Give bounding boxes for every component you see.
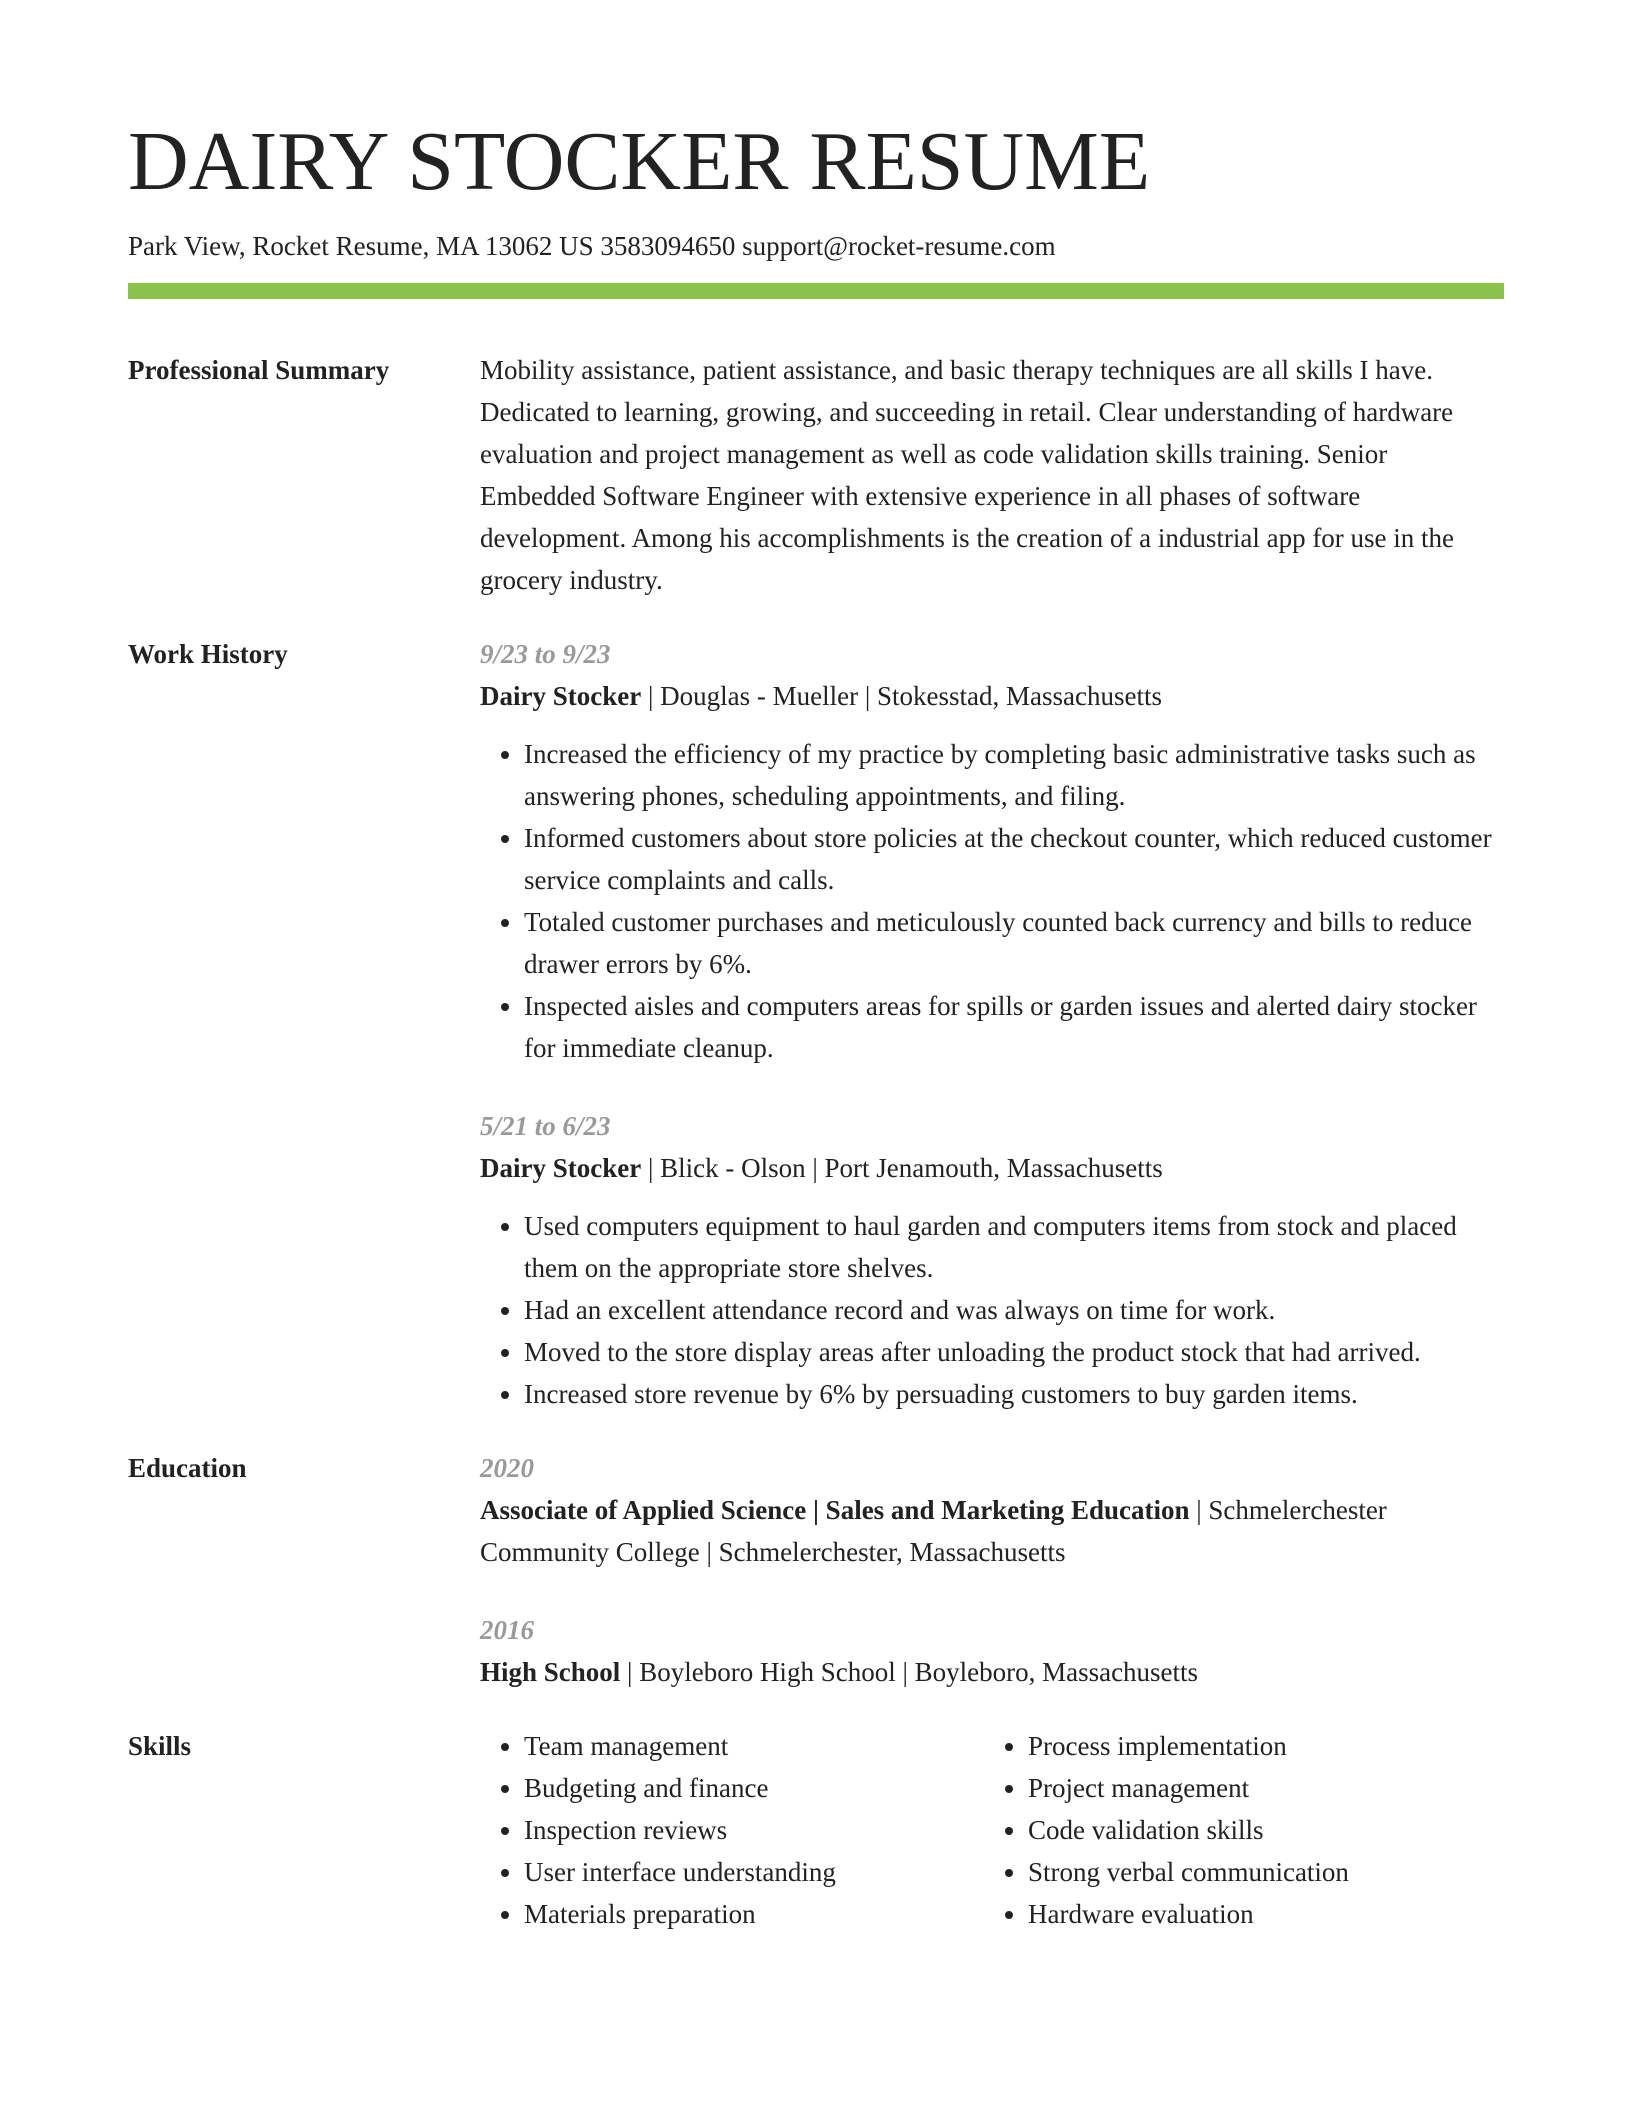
education-details: | Schmelerchester Community College | Schmelerchester, Massachusetts — [480, 1495, 1387, 1568]
job-bullets — [480, 1205, 1504, 1415]
list-item: • Strong verbal communication — [1028, 1851, 1488, 1893]
list-item: • Inspection reviews — [524, 1809, 984, 1851]
job-date: 9/23 to 9/23 — [480, 639, 611, 670]
skills-list-right — [984, 1725, 1488, 1935]
skills-section — [128, 1725, 1504, 1935]
skills-grid — [480, 1725, 1504, 1935]
list-item: • Had an excellent attendance record and was always on time for work. — [524, 1289, 1504, 1331]
list-item: • User interface understanding — [524, 1851, 984, 1893]
list-item: • Increased the efficiency of my practice by completing basic administrative tasks such as answering phones, scheduling appointments, and filing. — [524, 733, 1504, 817]
job-role-line — [480, 1147, 1504, 1189]
education-line — [480, 1489, 1504, 1573]
list-item: • Team management — [524, 1725, 984, 1767]
education-details: | Boyleboro High School | Boyleboro, Massachusetts — [620, 1657, 1199, 1688]
job-role-line — [480, 675, 1504, 717]
job-title: Dairy Stocker — [480, 681, 642, 712]
section-label-work: Work History — [128, 639, 288, 670]
job-details: | Blick - Olson | Port Jenamouth, Massachusetts — [641, 1153, 1163, 1184]
job-entry — [480, 633, 1504, 1069]
list-item: • Moved to the store display areas after unloading the product stock that had arrived. — [524, 1331, 1504, 1373]
education-degree: Associate of Applied Science | Sales and Marketing Education — [480, 1495, 1190, 1526]
list-item: • Totaled customer purchases and meticulously counted back currency and bills to reduce drawer errors by 6%. — [524, 901, 1504, 985]
contact-line: Park View, Rocket Resume, MA 13062 US 3583094650 support@rocket-resume.com — [128, 231, 1056, 261]
list-item: • Budgeting and finance — [524, 1767, 984, 1809]
list-item: • Code validation skills — [1028, 1809, 1488, 1851]
education-body — [480, 1447, 1504, 1693]
list-item: • Project management — [1028, 1767, 1488, 1809]
work-history-body — [480, 633, 1504, 1415]
education-section — [128, 1447, 1504, 1693]
list-item: • Materials preparation — [524, 1893, 984, 1935]
list-item: • Used computers equipment to haul garden and computers items from stock and placed them on the appropriate store shelves. — [524, 1205, 1504, 1289]
list-item: • Hardware evaluation — [1028, 1893, 1488, 1935]
skills-list-left — [480, 1725, 984, 1935]
skills-body — [480, 1725, 1504, 1935]
education-line — [480, 1651, 1504, 1693]
job-entry — [480, 1105, 1504, 1415]
section-label-skills: Skills — [128, 1731, 192, 1762]
job-title: Dairy Stocker — [480, 1153, 642, 1184]
section-label-summary: Professional Summary — [128, 355, 390, 386]
education-entry — [480, 1447, 1504, 1573]
education-entry — [480, 1609, 1504, 1693]
work-history-section — [128, 633, 1504, 1415]
list-item: • Increased store revenue by 6% by persuading customers to buy garden items. — [524, 1373, 1504, 1415]
professional-summary-section — [128, 349, 1504, 601]
summary-text: Mobility assistance, patient assistance, and basic therapy techniques are all skills I have. Dedicated to learning, growing, and succeeding in retail. Clear understanding of hardware evaluation and project management as well as code validation skills training. Senior Embedded Software Engineer with extensive experience in all phases of software development. Among his accomplishments is the creation of a industrial app for use in the grocery industry. — [480, 355, 1455, 596]
job-bullets — [480, 733, 1504, 1069]
list-item: • Informed customers about store policies at the checkout counter, which reduced customer service complaints and calls. — [524, 817, 1504, 901]
list-item: • Process implementation — [1028, 1725, 1488, 1767]
education-degree: High School — [480, 1657, 621, 1688]
resume-title: DAIRY STOCKER RESUME — [128, 115, 1151, 208]
list-item: • Inspected aisles and computers areas for spills or garden issues and alerted dairy stocker for immediate cleanup. — [524, 985, 1504, 1069]
accent-divider — [128, 283, 1504, 299]
education-date: 2016 — [480, 1615, 534, 1646]
section-label-education: Education — [128, 1453, 247, 1484]
education-date: 2020 — [480, 1453, 534, 1484]
job-date: 5/21 to 6/23 — [480, 1111, 611, 1142]
job-details: | Douglas - Mueller | Stokesstad, Massachusetts — [641, 681, 1162, 712]
